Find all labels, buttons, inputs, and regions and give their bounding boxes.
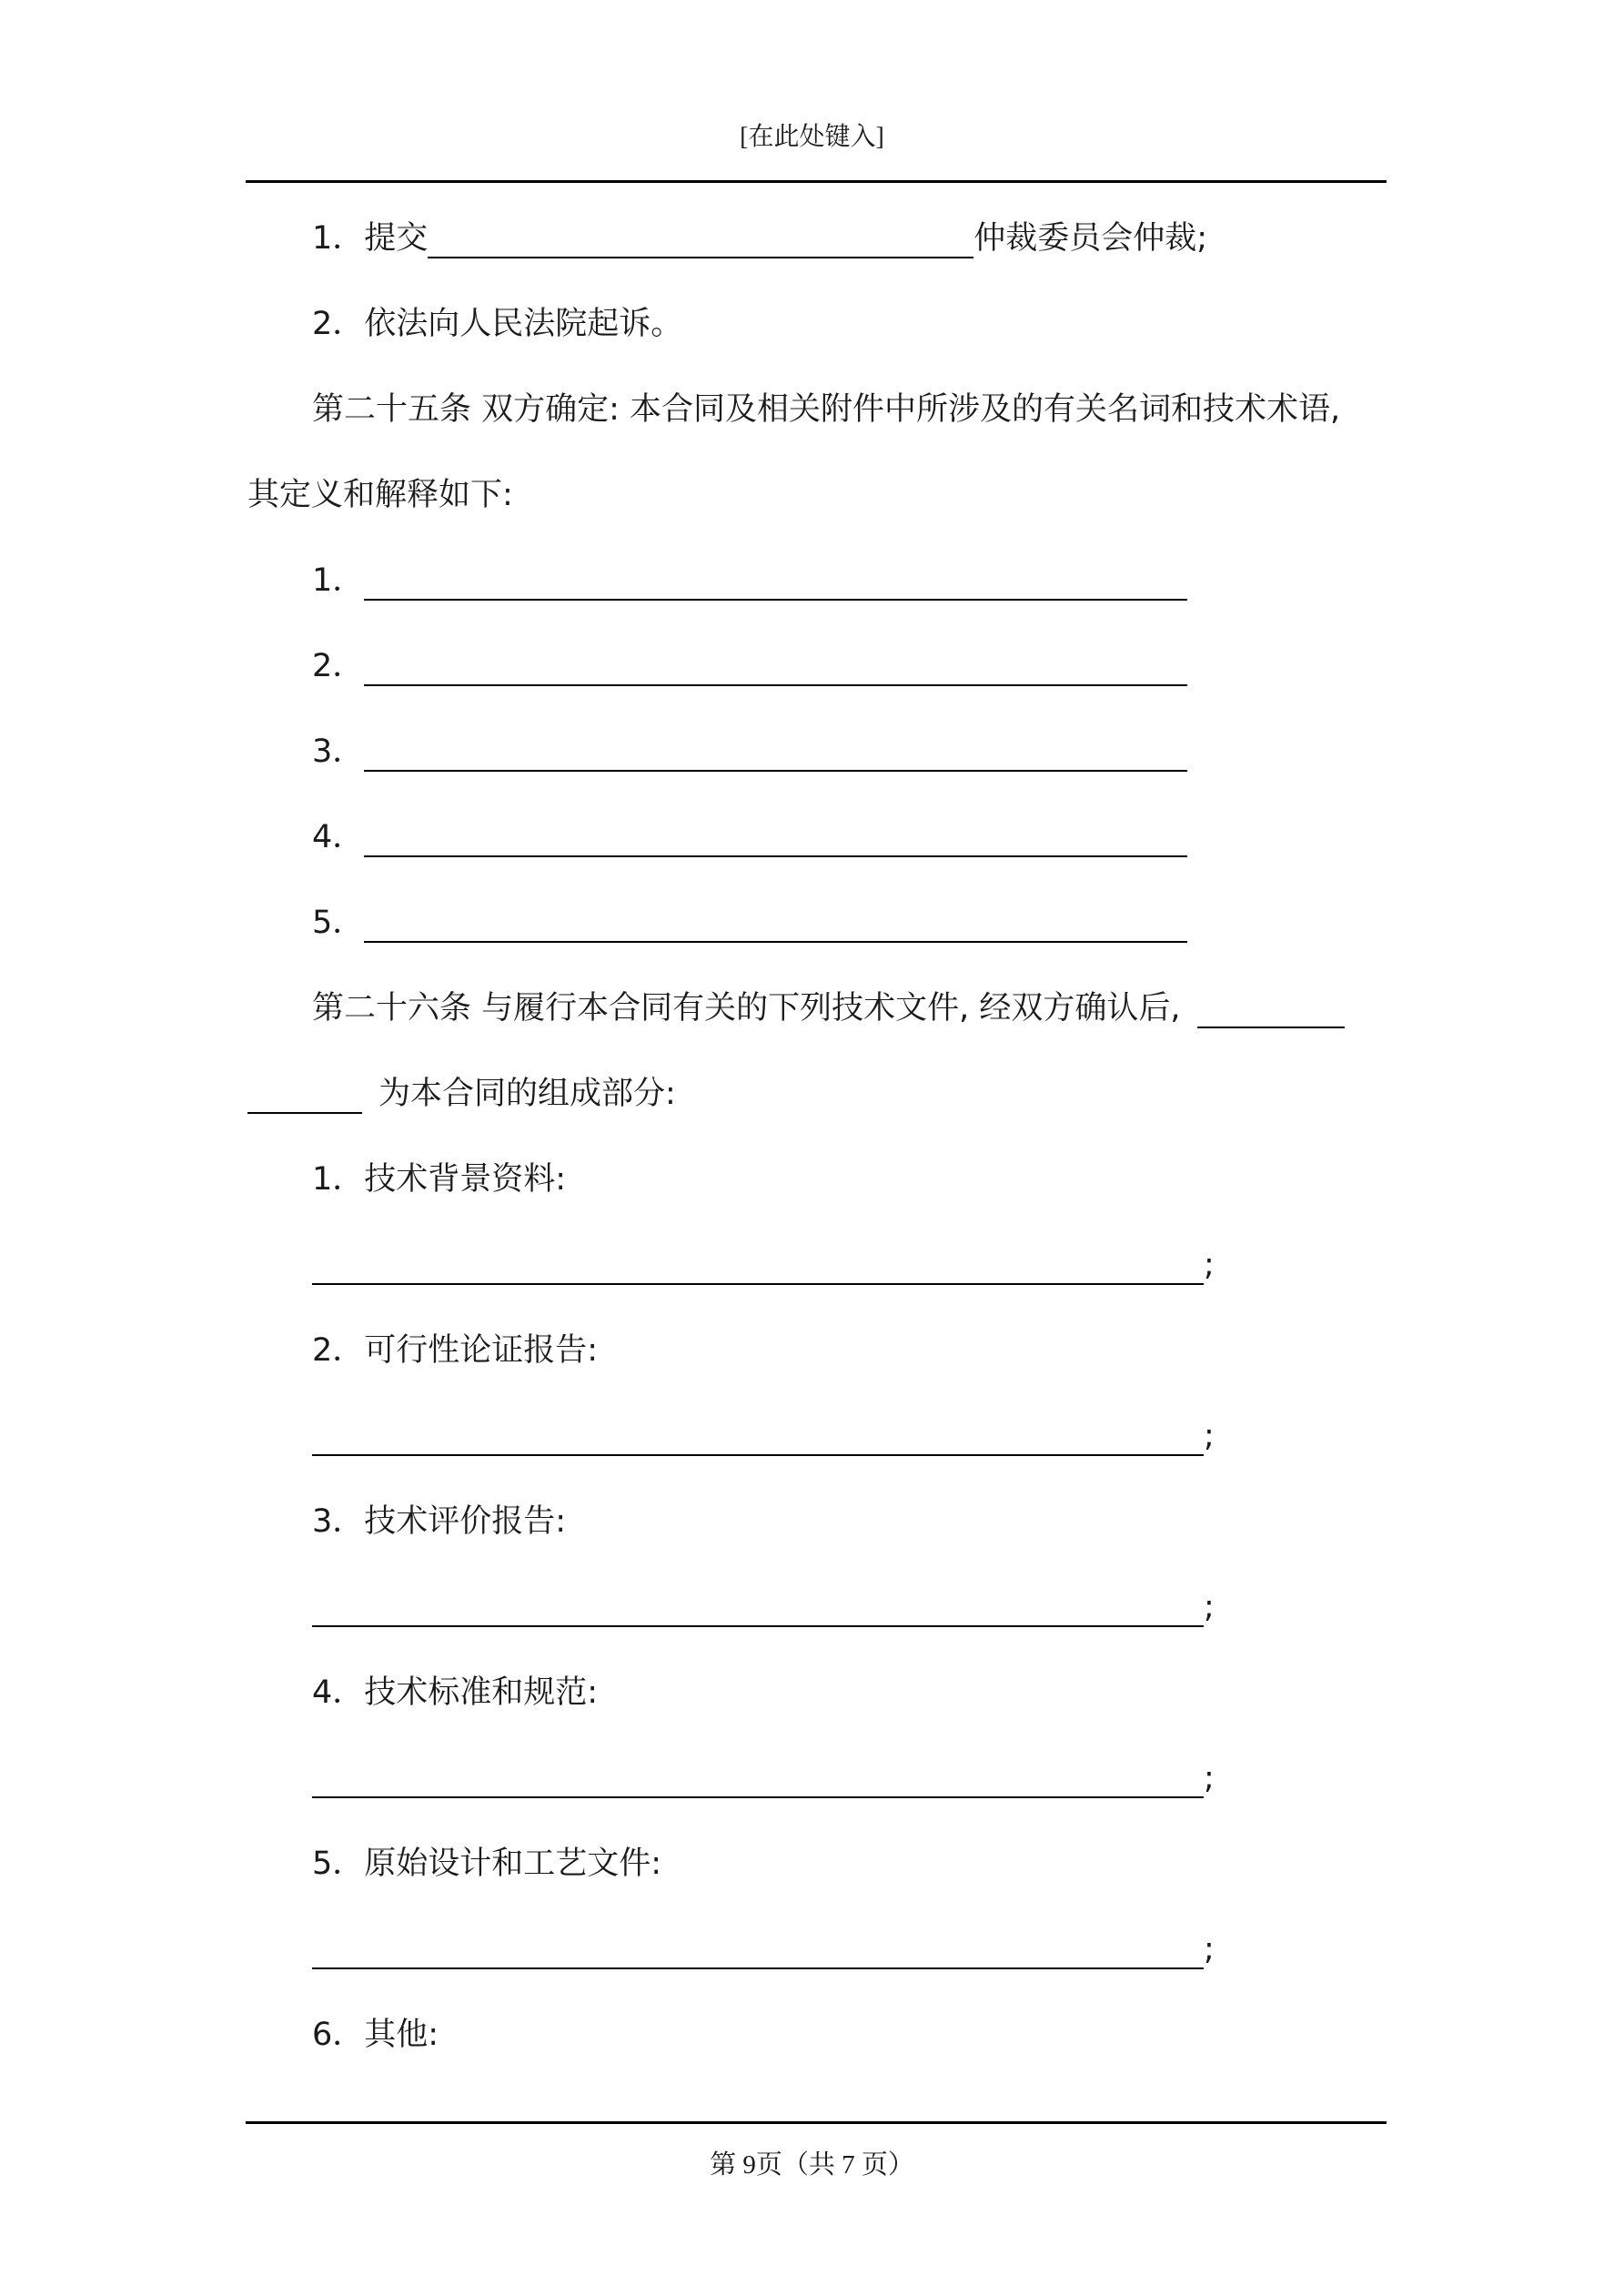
page-footer: 第 9页（共 7 页） — [710, 2150, 914, 2180]
document-blank[interactable] — [312, 1933, 1204, 1969]
document-item-4-label: 4．技术标准和规范: — [312, 1674, 599, 1711]
header-rule — [246, 180, 1387, 183]
document-item-1-field — [312, 1245, 1215, 1285]
arbitration-item-1-label: 1．提交 — [312, 220, 429, 257]
document-blank[interactable] — [312, 1249, 1204, 1285]
definition-number: 4． — [312, 819, 365, 855]
document-blank[interactable] — [312, 1591, 1204, 1627]
document-item-1-label: 1．技术背景资料: — [312, 1161, 567, 1198]
definition-number: 1． — [312, 562, 365, 599]
definition-number: 5． — [312, 905, 365, 941]
definition-item-3 — [312, 732, 1187, 772]
article-26-text: 第二十六条 与履行本合同有关的下列技术文件, 经双方确认后, — [312, 990, 1181, 1027]
document-item-6-label: 6．其他: — [312, 2017, 439, 2053]
article-26-continuation-text: 为本合同的组成部分: — [378, 1076, 676, 1112]
document-item-5-label: 5．原始设计和工艺文件: — [312, 1846, 662, 1882]
definition-item-2 — [312, 646, 1187, 686]
arbitration-commission-blank[interactable] — [428, 222, 973, 258]
definition-blank[interactable] — [364, 906, 1187, 943]
document-item-2-field — [312, 1416, 1215, 1456]
definition-blank[interactable] — [364, 650, 1187, 686]
definition-item-1 — [312, 561, 1187, 601]
document-item-3-label: 3．技术评价报告: — [312, 1503, 567, 1540]
document-item-2-label: 2．可行性论证报告: — [312, 1332, 599, 1369]
article-26-continuation — [247, 1074, 676, 1114]
document-item-3-field — [312, 1587, 1215, 1627]
definition-item-4 — [312, 817, 1187, 857]
article-25-continuation: 其定义和解释如下: — [247, 477, 513, 513]
semicolon: ; — [1204, 1589, 1215, 1625]
semicolon: ; — [1204, 1760, 1215, 1796]
confirmation-blank-part-2[interactable] — [247, 1077, 362, 1114]
definition-blank[interactable] — [364, 564, 1187, 601]
arbitration-item-2: 2．依法向人民法院起诉。 — [312, 306, 683, 342]
footer-rule — [246, 2121, 1387, 2124]
semicolon: ; — [1204, 1418, 1215, 1454]
definition-number: 2． — [312, 648, 365, 684]
semicolon: ; — [1204, 1247, 1215, 1283]
document-blank[interactable] — [312, 1762, 1204, 1798]
document-item-5-field — [312, 1929, 1215, 1969]
definition-blank[interactable] — [364, 735, 1187, 772]
document-item-4-field — [312, 1758, 1215, 1798]
page-header: [在此处键入] — [740, 123, 884, 151]
article-26-heading — [312, 988, 1345, 1028]
document-blank[interactable] — [312, 1420, 1204, 1456]
article-25-heading: 第二十五条 双方确定: 本合同及相关附件中所涉及的有关名词和技术术语, — [312, 391, 1341, 428]
definition-number: 3． — [312, 733, 365, 770]
semicolon: ; — [1204, 1931, 1215, 1967]
confirmation-blank-part-1[interactable] — [1197, 992, 1345, 1028]
definition-blank[interactable] — [364, 821, 1187, 857]
arbitration-item-1 — [312, 218, 1207, 258]
arbitration-item-1-suffix: 仲裁委员会仲裁; — [973, 220, 1208, 257]
definition-item-5 — [312, 903, 1187, 943]
